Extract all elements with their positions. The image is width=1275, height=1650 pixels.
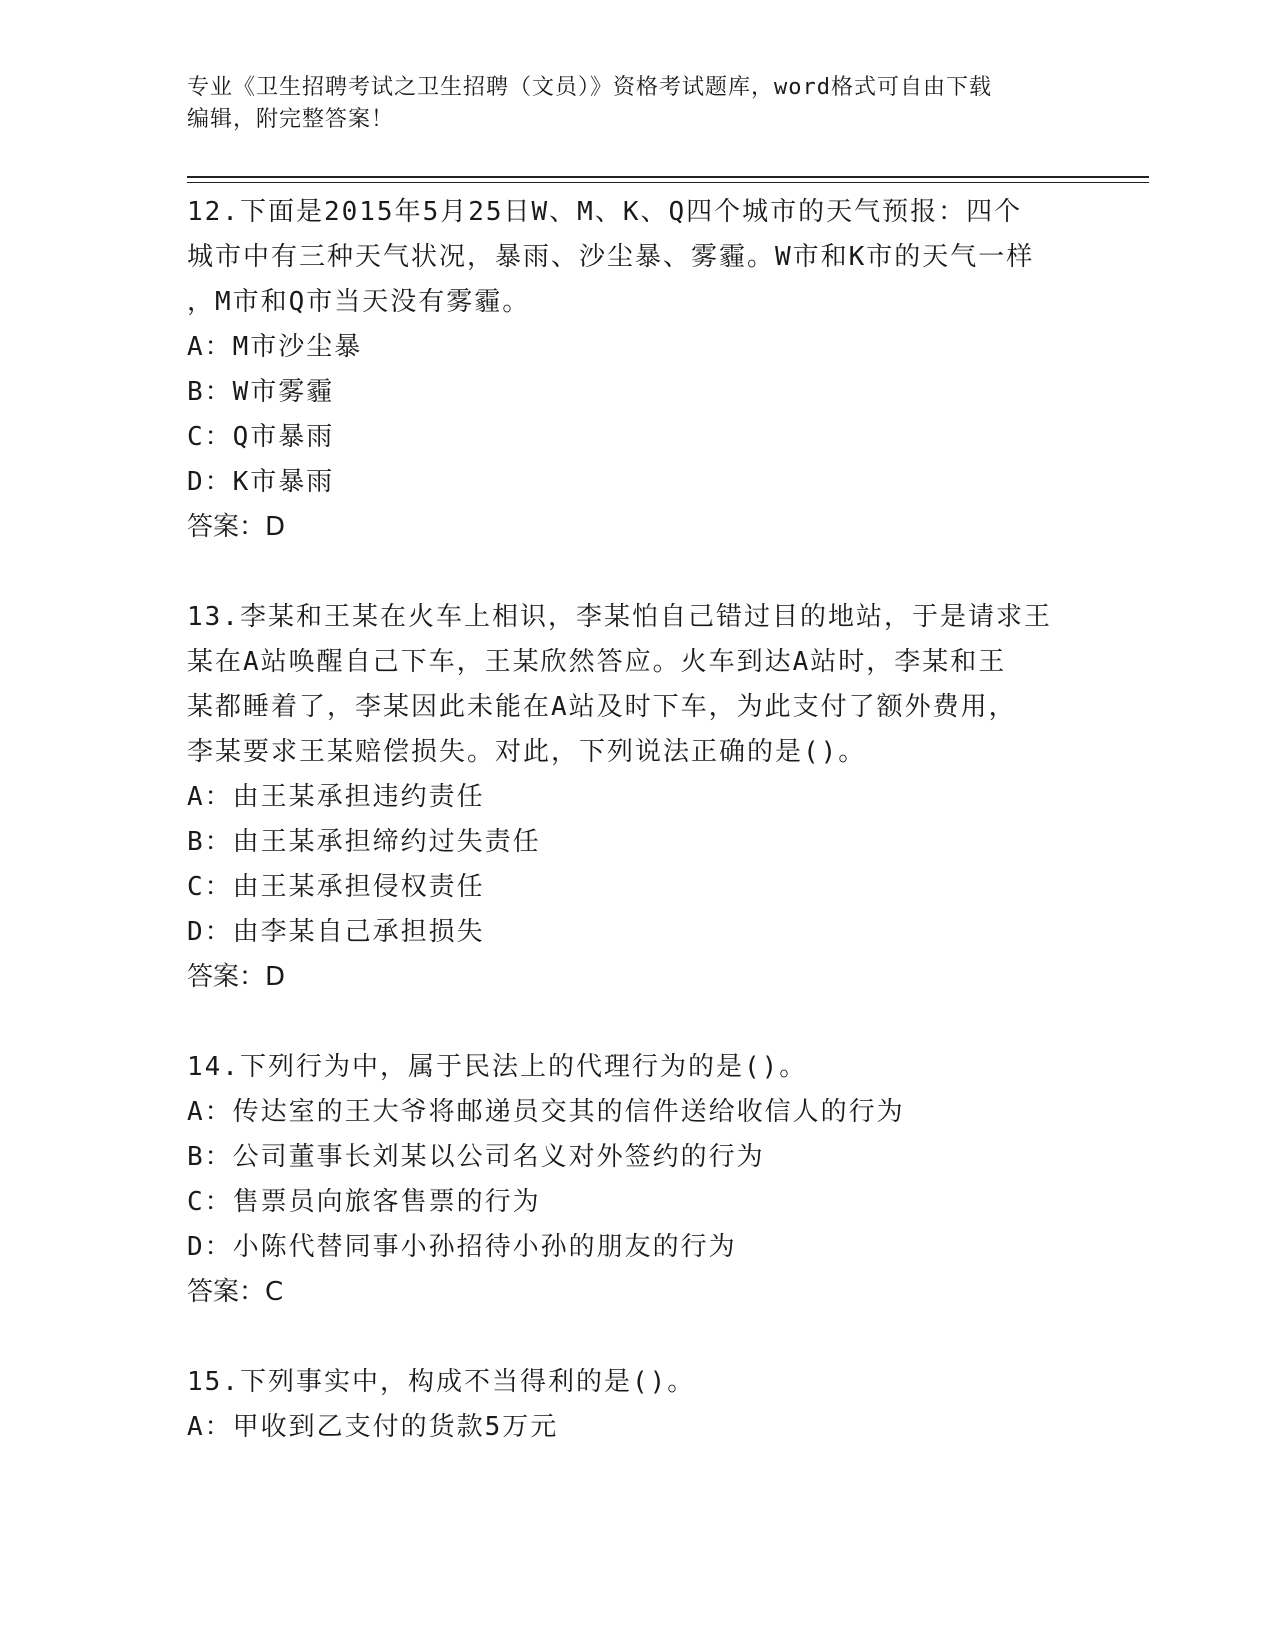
option-b: B：公司董事长刘某以公司名义对外签约的行为: [187, 1142, 765, 1172]
question-stem: 12.下面是2015年5月25日W、M、K、Q四个城市的天气预报：四个: [187, 197, 1023, 227]
option-c: C：由王某承担侵权责任: [187, 872, 485, 902]
question-stem: ，M市和Q市当天没有雾霾。: [187, 287, 531, 317]
answer-line: 答案：D: [187, 512, 286, 542]
question-stem: 城市中有三种天气状况，暴雨、沙尘暴、雾霾。W市和K市的天气一样: [187, 242, 1035, 272]
answer-line: 答案：D: [187, 962, 286, 992]
question-13: [187, 595, 1087, 1000]
question-14: [187, 1045, 1087, 1315]
option-a: A：M市沙尘暴: [187, 332, 363, 362]
header-rule-thick: [187, 176, 1149, 178]
option-a: A：由王某承担违约责任: [187, 782, 485, 812]
option-b: B：W市雾霾: [187, 377, 335, 407]
header-line-2: 编辑，附完整答案！: [187, 107, 395, 132]
question-stem: 某都睡着了，李某因此未能在A站及时下车，为此支付了额外费用，: [187, 692, 1017, 722]
question-15: [187, 1360, 1087, 1450]
option-d: D：小陈代替同事小孙招待小孙的朋友的行为: [187, 1232, 737, 1262]
option-d: D：K市暴雨: [187, 467, 335, 497]
answer-line: 答案：C: [187, 1277, 284, 1307]
option-a: A：甲收到乙支付的货款5万元: [187, 1412, 559, 1442]
option-a: A：传达室的王大爷将邮递员交其的信件送给收信人的行为: [187, 1097, 905, 1127]
question-stem: 14.下列行为中，属于民法上的代理行为的是()。: [187, 1052, 808, 1082]
question-stem: 15.下列事实中，构成不当得利的是()。: [187, 1367, 696, 1397]
option-c: C：售票员向旅客售票的行为: [187, 1187, 541, 1217]
option-b: B：由王某承担缔约过失责任: [187, 827, 541, 857]
question-stem: 李某要求王某赔偿损失。对此，下列说法正确的是()。: [187, 737, 867, 767]
question-12: [187, 190, 1087, 550]
header-line-1: 专业《卫生招聘考试之卫生招聘（文员）》资格考试题库，word格式可自由下载: [187, 75, 992, 100]
question-stem: 某在A站唤醒自己下车，王某欣然答应。火车到达A站时，李某和王: [187, 647, 1007, 677]
question-list: [187, 190, 1087, 1450]
page-header: [187, 72, 1087, 136]
option-d: D：由李某自己承担损失: [187, 917, 485, 947]
option-c: C：Q市暴雨: [187, 422, 335, 452]
header-rule-thin: [187, 182, 1149, 183]
question-stem: 13.李某和王某在火车上相识，李某怕自己错过目的地站，于是请求王: [187, 602, 1052, 632]
